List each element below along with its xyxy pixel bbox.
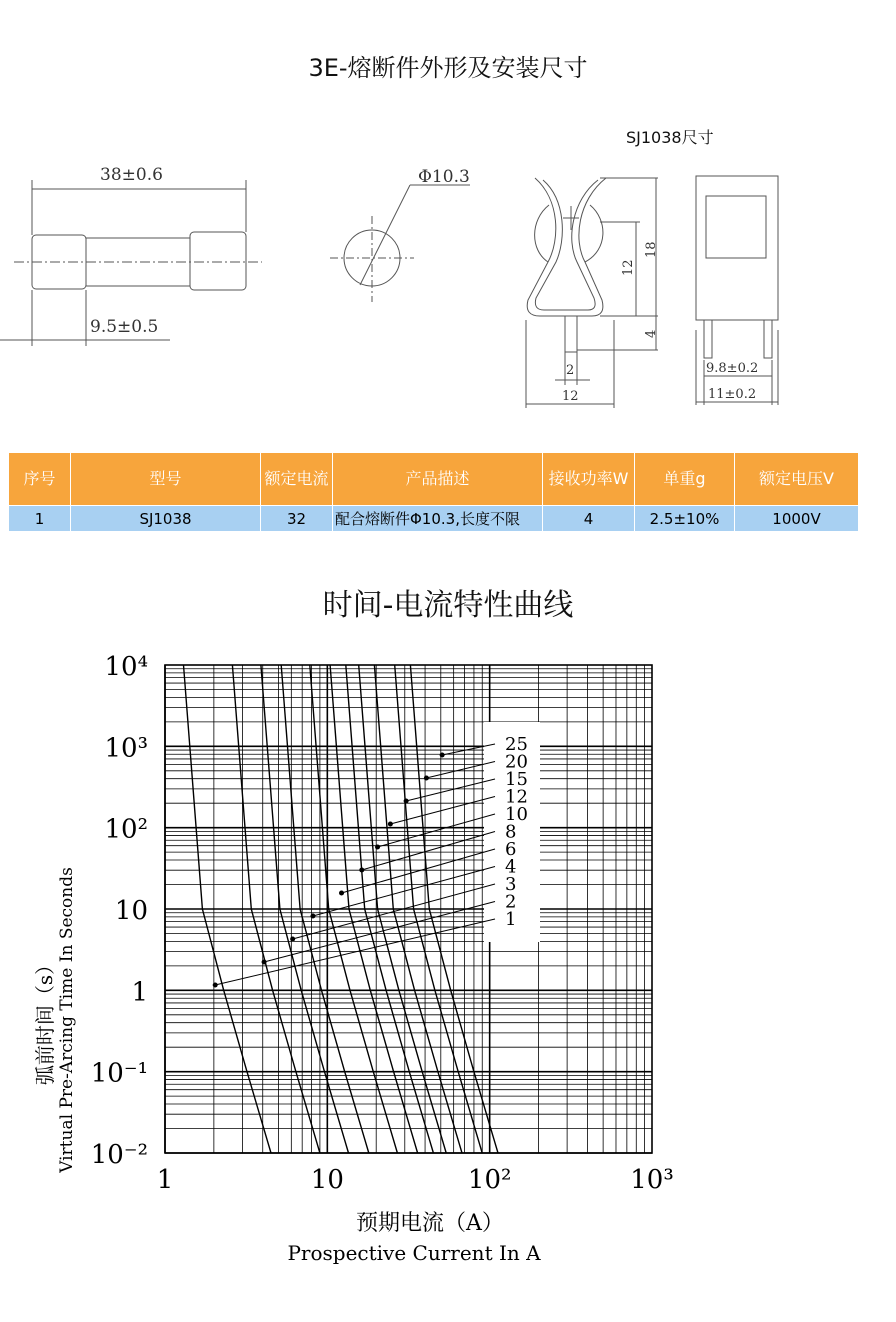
table-cell: 2.5±10% [635, 506, 735, 532]
label-leader [378, 814, 495, 847]
x-tick-label: 10 [310, 1165, 344, 1195]
label-dot [359, 868, 364, 873]
label-leader [342, 849, 495, 893]
curve-label: 3 [505, 874, 517, 895]
ylabel-cn: 弧前时间（s） [33, 954, 57, 1086]
dim-length: 38±0.6 [100, 165, 163, 185]
y-tick-label: 10⁻² [90, 1140, 148, 1170]
label-dot [440, 753, 445, 758]
curve-label: 12 [505, 786, 528, 808]
label-leader [264, 902, 495, 963]
xlabel-cn: 预期电流（A） [356, 1211, 504, 1236]
dim-side-width: 9.8±0.2 [706, 361, 759, 376]
curve-label: 20 [505, 751, 528, 773]
holder-caption: SJ1038尺寸 [626, 128, 714, 147]
label-dot [262, 960, 267, 965]
dim-pin-width: 2 [566, 363, 575, 378]
curve-label: 6 [505, 839, 517, 860]
label-dot [424, 776, 429, 781]
table-cell: 4 [543, 506, 635, 532]
col-header: 额定电压V [735, 453, 859, 506]
label-dot [404, 799, 409, 804]
curve-label: 25 [505, 734, 528, 755]
col-header: 额定电流 [261, 453, 333, 506]
dim-height-total: 18 [644, 241, 659, 258]
page-title: 3E-熔断件外形及安装尺寸 [308, 54, 588, 82]
curve-label: 15 [505, 769, 528, 790]
curve-label: 10 [505, 804, 528, 825]
dim-side-total: 11±0.2 [708, 387, 757, 402]
x-tick-label: 1 [156, 1165, 174, 1195]
dim-pin-length: 4 [644, 329, 659, 338]
dim-base-width: 12 [562, 389, 579, 404]
table-cell: SJ1038 [71, 506, 261, 532]
label-dot [339, 891, 344, 896]
col-header: 产品描述 [333, 453, 543, 506]
y-tick-label: 10³ [104, 733, 148, 764]
y-tick-label: 10 [114, 896, 148, 926]
dim-diameter: Φ10.3 [418, 167, 470, 187]
curve-label: 1 [505, 909, 517, 930]
curve-label: 8 [505, 821, 517, 843]
y-tick-label: 10⁻¹ [90, 1058, 148, 1089]
chart-title: 时间-电流特性曲线 [322, 588, 574, 623]
label-dot [290, 937, 295, 942]
col-header: 接收功率W [543, 453, 635, 506]
table-row [9, 506, 859, 532]
time-current-chart [0, 640, 896, 1300]
x-tick-label: 10² [467, 1165, 512, 1195]
table-cell: 1000V [735, 506, 859, 532]
label-dot [310, 914, 315, 919]
curve-label: 4 [505, 856, 517, 878]
label-leader [362, 832, 495, 871]
dim-height-clip: 12 [621, 259, 636, 276]
label-dot [388, 822, 393, 827]
y-tick-label: 1 [131, 977, 148, 1008]
curve-label: 2 [505, 891, 517, 913]
table-cell: 32 [261, 506, 333, 532]
col-header: 序号 [9, 453, 71, 506]
dim-cap: 9.5±0.5 [90, 317, 159, 337]
table-header-row [9, 453, 859, 506]
fuse-end-view [330, 185, 470, 302]
y-tick-label: 10² [104, 814, 148, 845]
label-dot [213, 983, 218, 988]
col-header: 型号 [71, 453, 261, 506]
holder-front-view [526, 178, 658, 408]
table-cell: 1 [9, 506, 71, 532]
y-tick-label: 10⁴ [104, 652, 148, 682]
col-header: 单重g [635, 453, 735, 506]
x-tick-label: 10³ [630, 1165, 674, 1195]
ylabel-en: Virtual Pre-Arcing Time In Seconds [57, 867, 77, 1173]
label-dot [375, 845, 380, 850]
spec-table [8, 452, 859, 532]
table-cell: 配合熔断件Φ10.3,长度不限 [333, 506, 543, 532]
xlabel-en: Prospective Current In A [287, 1241, 541, 1265]
dimension-drawing [0, 0, 896, 420]
